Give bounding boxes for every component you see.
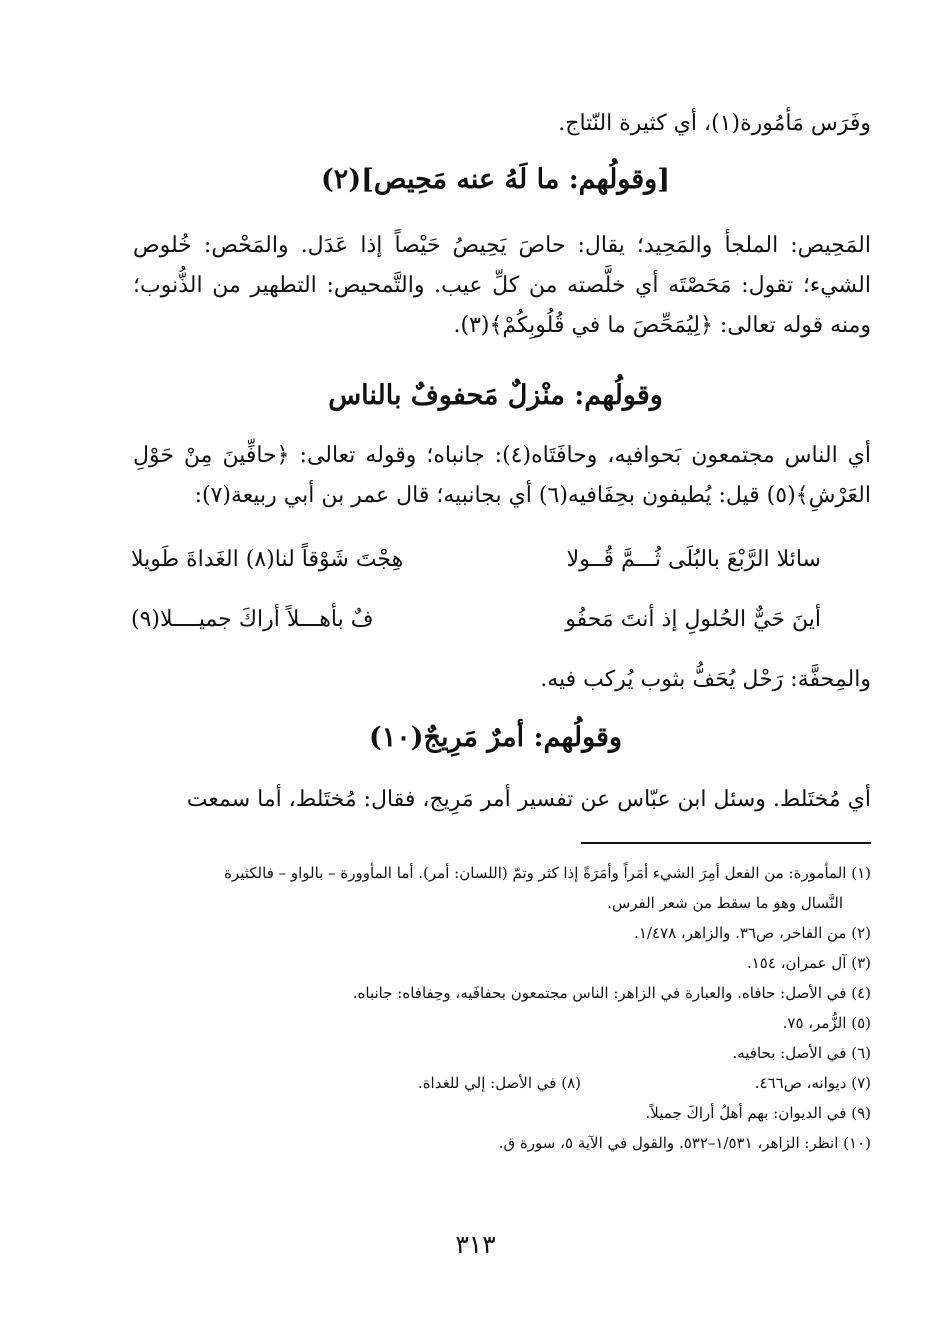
paragraph-marij: أي مُختَلط. وسئل ابن عبّاس عن تفسير أمر مَرِيج، فقال: مُختَلط، أما سمعت xyxy=(186,787,871,812)
footnote-10: (١٠) انظر: الزاهر، ١/٥٣١–٥٣٢. والقول في الآية ٥، سورة ق. xyxy=(498,1134,871,1152)
footnote-1: (١) المأمورة: من الفعل أمِرَ الشيء أمَراً وأمَرَةً إذا كثر وتمّ (اللسان: أمر). أما المأوورة – بالواو – فالكثيرة xyxy=(224,864,871,882)
poem-second-hemistich: هِجْتَ شَوْقاً لنا(٨) الغَداةَ طَويلا xyxy=(131,547,404,572)
intro-paragraph: وفَرَس مَأمُورة(١)، أي كثيرة النّتاج. xyxy=(558,111,871,136)
page-number: ٣١٣ xyxy=(455,1230,496,1259)
footnote-1-continuation: النَّسال وهو ما سقط من شعر الفرس. xyxy=(607,894,843,912)
footnote-5: (٥) الزُّمر، ٧٥. xyxy=(782,1014,871,1032)
footnote-3: (٣) آل عمران، ١٥٤. xyxy=(746,954,871,972)
paragraph-muhis: المَحِيص: الملجأ والمَحِيد؛ يقال: حاصَ يَحِيصُ حَيْصاً إذا عَدَل. والمَحْص: خُلوص الشيء؛ تقول: مَحَصْتَه أي خلَّصته من كلِّ عيب. والتَّمحيص: التطهير من الذُّنوب؛ ومنه قوله تعالى: ﴿لِيُمَحِّصَ ما في قُلُوبِكُمْ﴾(٣). xyxy=(133,233,871,338)
heading-marij: وقولُهم: أمرٌ مَرِيجٌ(١٠) xyxy=(368,722,623,753)
poem-first-hemistich: سائلا الرَّبْعَ بالبُلَى ثُـــمَّ قُــولا xyxy=(566,547,821,572)
footnote-8: (٨) في الأصل: إلي للغداة. xyxy=(417,1074,581,1092)
footnote-7: (٧) ديوانه، ص٤٦٦. xyxy=(754,1074,871,1092)
poem-verse xyxy=(131,600,821,640)
poem-first-hemistich: أينَ حَيٌّ الحُلولِ إذ أنتَ مَحفُو xyxy=(565,607,821,632)
footnote-9: (٩) في الديوان: بهم أهلُ أراكَ جميلاً. xyxy=(645,1104,871,1122)
footnotes-section xyxy=(133,858,871,1158)
heading-muhis: [وقولُهم: ما لَهُ عنه مَحِيص](٢) xyxy=(321,164,670,195)
footnote-separator xyxy=(581,842,871,844)
paragraph-mihaffa: والمِحفَّة: رَحْل يُحَفُّ بثوب يُركب فيه. xyxy=(540,667,871,692)
footnote-4: (٤) في الأصل: حافاه. والعبارة في الزاهر: الناس مجتمعون بحفافَيه، وحِفافاه: جانباه. xyxy=(352,984,871,1002)
heading-mahfuf: وقولُهم: منْزلٌ مَحفوفٌ بالناس xyxy=(328,380,663,411)
footnote-6: (٦) في الأصل: بحافيه. xyxy=(732,1044,871,1062)
poem-verse xyxy=(131,540,821,580)
paragraph-mahfuf: أي الناس مجتمعون بَحوافيه، وحافَتَاه(٤): جانباه؛ وقوله تعالى: ﴿حافِّينَ مِنْ حَوْلِ العَرْشِ﴾(٥) قيل: يُطيفون بحِفَافيه(٦) أي بجانبيه؛ قال عمر بن أبي ربيعة(٧): xyxy=(133,443,872,508)
footnote-2: (٢) من الفاخر، ص٣٦. والزاهر، ١/٤٧٨. xyxy=(634,924,871,942)
poem-second-hemistich: فٌ بأهـــلاً أراكَ جميــــلا(٩) xyxy=(131,607,374,632)
footnote-row-7-8 xyxy=(133,1068,871,1098)
